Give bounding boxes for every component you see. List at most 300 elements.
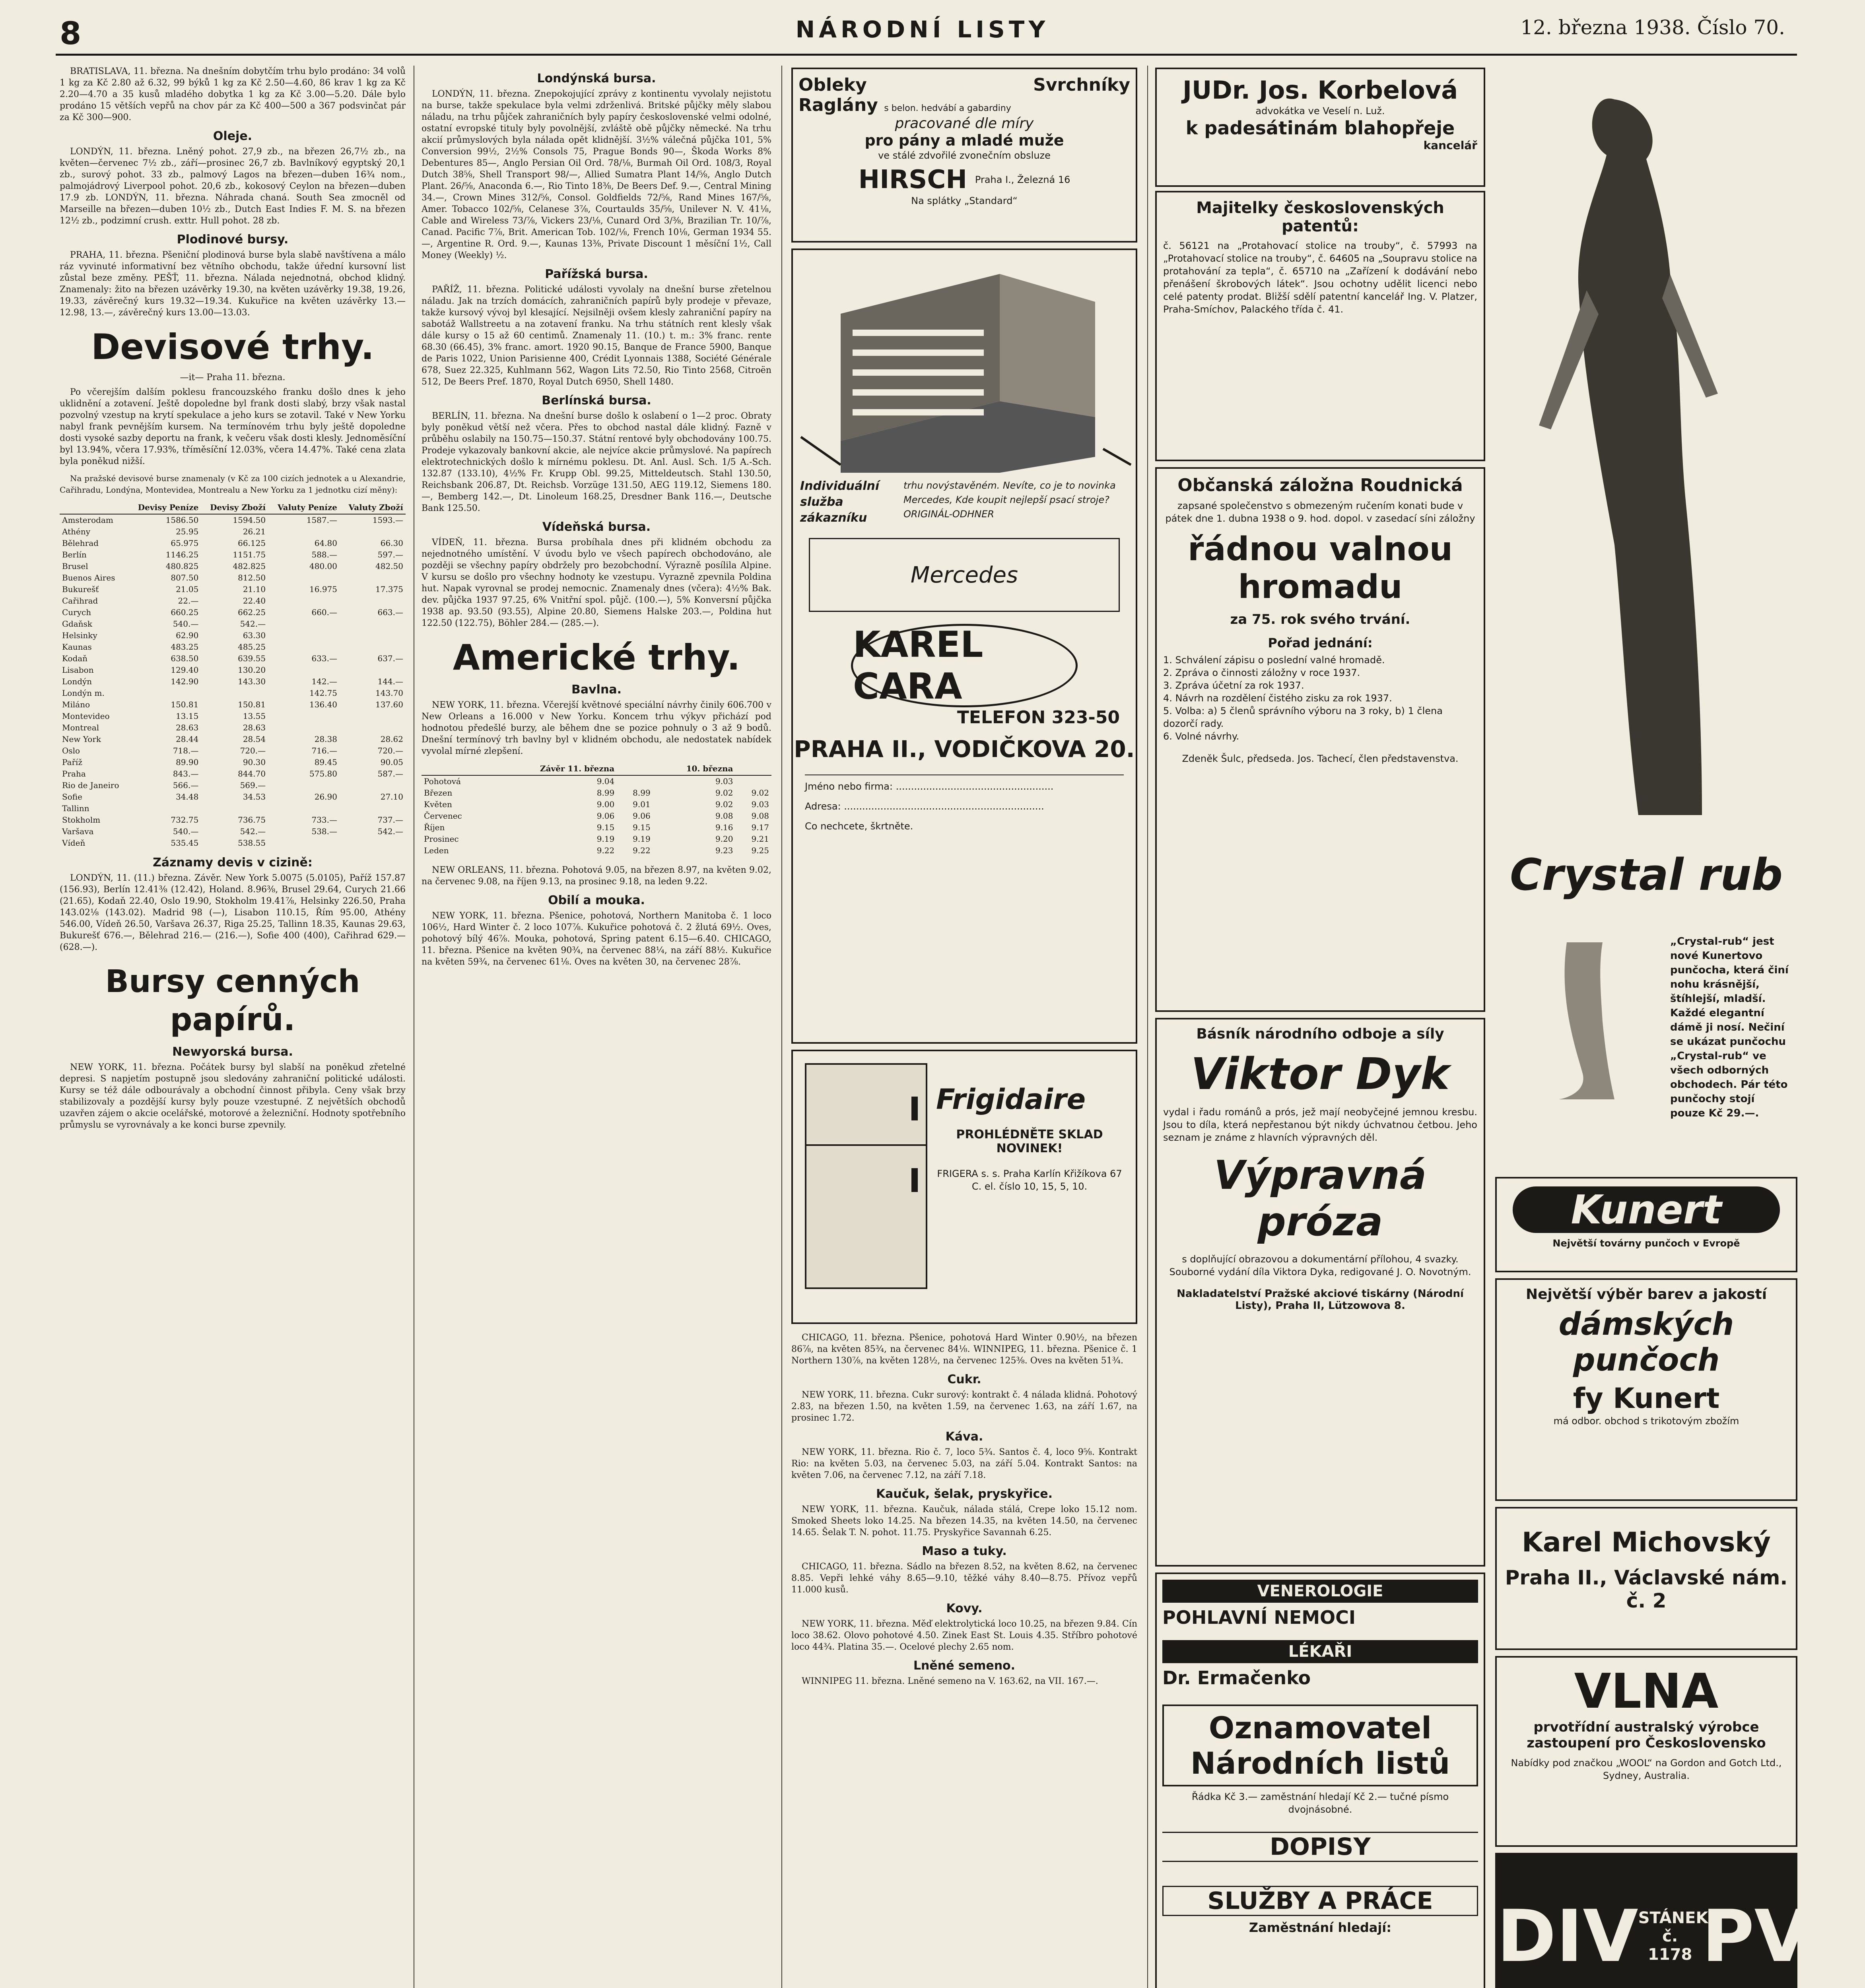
ad-obleky-line5: ve stálé zdvořilé zvonečním obsluze — [878, 150, 1051, 161]
ad-dyk-name: Viktor Dyk — [1191, 1048, 1450, 1099]
forex-row — [60, 526, 406, 538]
table-cell: 21.10 — [243, 584, 266, 594]
table-cell — [201, 803, 268, 814]
table-cell — [268, 572, 340, 584]
ad-patenty-text: č. 56121 na „Protahovací stolice na trouby“, č. 57993 na „Protahovací stolice na trouby“, č. 64605 na „Soupravu stolice na protahování za tepla“, č. 65710 na „Zařízení k dodávání nebo přenášení škrobových látek“. Jsou ochotny udělit licenci nebo celé patenty prodat. Bližší sdělí patentní kancelář Ing. V. Platzer, Praha-Smíchov, Palackého třída č. 41. — [1163, 240, 1477, 315]
table-cell — [340, 618, 406, 630]
table-cell: 144.— — [377, 677, 403, 686]
table-cell: 34.53 — [243, 792, 266, 802]
column-divider — [781, 66, 782, 1988]
table-cell: 1146.25 — [165, 550, 199, 559]
table-cell: Miláno — [62, 700, 90, 709]
table-cell: 733.— — [311, 815, 337, 825]
forex-heading: Devisové trhy. — [91, 326, 374, 367]
column-commodities — [791, 1332, 1137, 1988]
ad-obleky-line3: pracované dle míry — [895, 115, 1034, 132]
table-cell: 9.22 — [596, 846, 615, 855]
forex-row — [60, 676, 406, 687]
table-cell: Oslo — [62, 746, 80, 755]
woman-illustration — [1495, 68, 1797, 823]
table-cell: 575.80 — [309, 769, 337, 779]
table-cell: 9.08 — [715, 811, 733, 821]
ad-damsky-big: dámských punčoch — [1558, 1307, 1734, 1378]
table-cell: 637.— — [377, 654, 403, 663]
forex-row — [60, 803, 406, 814]
table-cell — [201, 687, 268, 699]
table-cell: 89.45 — [314, 757, 337, 767]
vienna-text: VÍDEŇ, 11. března. Bursa probíhala dnes při klidném obchodu za nejednotného umístění. V úvodu bylo ve všech papírech obchodováno, ale později se všechny papíry obdržely pro bezobchodní. Výrazně posílila Alpine. V kursu se došlo pro všechny hodnoty ke vzestupu. Vyrazně zpevnila Poldina hut. Napak vyrovnal se prodej nemocnic. Znamenaly dnes (včera): 4½% Bak. dev. půjčka 1937 97.25, 6% Vnitřní spol. půjč. (100.—), 5% Konversní půjčka 1938 ap. 93.50 (93.55), Alpine 20.80, Siemens Halske 203.—, Poldina hut 122.50 (122.75), Böhler 284.— (285.—). — [422, 538, 771, 628]
vienna-heading: Vídeňská bursa. — [542, 520, 651, 534]
berlin-heading: Berlínská bursa. — [542, 394, 651, 408]
classified-pohlavni: POHLAVNÍ NEMOCI — [1162, 1607, 1356, 1628]
table-cell: 28.54 — [243, 734, 266, 744]
table-cell: 1594.50 — [233, 515, 266, 525]
table-cell: 16.975 — [309, 584, 337, 594]
table-cell: 17.375 — [375, 584, 403, 594]
forex-row — [60, 814, 406, 826]
table-cell: 638.50 — [171, 654, 199, 663]
table-cell — [340, 711, 406, 722]
ad-zalozna-agenda-title: Pořad jednání: — [1268, 635, 1373, 650]
classified-zamestnani: Zaměstnání hledají: — [1249, 1920, 1392, 1935]
ad-obleky-footer: Na splátky „Standard“ — [911, 195, 1018, 206]
table-cell: 21.05 — [176, 584, 199, 594]
order-coupon: Jméno nebo firma: .................................................... Adresa: .................................................................. Co nechcete, škrtněte. — [805, 775, 1124, 833]
table-cell: Kodaň — [62, 654, 88, 663]
forex-row — [60, 711, 406, 722]
table-cell: 28.44 — [176, 734, 199, 744]
classified-venerologie: VENEROLOGIE — [1162, 1580, 1478, 1603]
ad-kunert — [1495, 1177, 1797, 1272]
column-exchanges — [422, 66, 771, 1988]
ad-dyk — [1155, 1018, 1485, 1567]
ad-zalozna-big: řádnou valnou hromadu — [1187, 530, 1453, 606]
cotton-row — [422, 845, 771, 856]
table-cell: 597.— — [377, 550, 403, 559]
table-cell: 542.— — [240, 619, 266, 629]
table-cell: 142.90 — [171, 677, 199, 686]
cotton-text: NEW YORK, 11. března. Včerejší květnové speciální návrhy činily 606.700 v New Orleans a 16.000 v New Yorku. Koncem trhu výkyv přichází pod hodnotou předešlé burzy, ale během dne se pozice pohnuly o 3 až 9 bodů. Dnešní termínový trh bavlny byl v klidném obchodu, ale nedostatek nabídek vyvolal mírné zlepšení. — [422, 700, 771, 756]
ad-kunert-brand: Kunert — [1513, 1186, 1780, 1233]
ad-div-right: PVV — [1702, 1895, 1865, 1978]
ad-vlna-text: prvotřídní australský výrobce zastoupení pro Československo — [1527, 1719, 1766, 1751]
forex-row — [60, 780, 406, 791]
classified-lekari: LÉKAŘI — [1162, 1640, 1478, 1663]
ad-div-mid: STÁNEK č. 1178 — [1638, 1909, 1708, 1964]
table-cell: 142.75 — [309, 688, 337, 698]
linseed-heading: Lněné semeno. — [913, 1659, 1016, 1673]
table-cell: 9.04 — [596, 777, 615, 786]
masthead-title: NÁRODNÍ LISTY — [795, 16, 1049, 43]
table-cell: 1586.50 — [165, 515, 199, 525]
table-cell — [268, 641, 340, 653]
table-cell: 34.48 — [176, 792, 199, 802]
table-cell — [268, 630, 340, 641]
ad-obleky — [791, 68, 1137, 243]
paris-heading: Pařížská bursa. — [545, 267, 648, 281]
table-cell: 66.30 — [380, 538, 403, 548]
table-cell: 63.30 — [243, 631, 266, 640]
ad-dyk-text2: s doplňující obrazovou a dokumentární přílohou, 4 svazky. Souborné vydání díla Viktora Dyka, redigované J. O. Novotným. — [1169, 1254, 1471, 1277]
cotton-row — [422, 787, 771, 799]
cotton-row — [422, 810, 771, 822]
ad-damsky-line3: má odbor. obchod s trikotovým zbožím — [1553, 1415, 1739, 1427]
stock-exchange-heading: Bursy cenných papírů. — [105, 964, 360, 1038]
table-cell: 542.— — [240, 827, 266, 836]
table-cell: 9.19 — [633, 834, 651, 844]
table-cell: 844.70 — [238, 769, 266, 779]
classified-sluzby: SLUŽBY A PRÁCE — [1162, 1886, 1478, 1916]
ad-mercedes — [791, 248, 1137, 1044]
ad-dyk-text: vydal i řadu románů a prós, jež mají neobyčejné jemnou kresbu. Jsou to díla, která nepřestanou být nikdy úchvatnou četbou. Jeho seznam je známe z hlavních výpravných děl. — [1163, 1107, 1477, 1143]
ad-frigidaire-line3: C. el. číslo 10, 15, 5, 10. — [971, 1181, 1088, 1192]
ad-damsky-line1: Největší výběr barev a jakostí — [1525, 1286, 1767, 1303]
table-cell: 150.81 — [238, 700, 266, 709]
grain-continued: CHICAGO, 11. března. Pšenice, pohotová Hard Winter 0.90½, na březen 86⅞, na květen 85¾, na červenec 84⅛. WINNIPEG, 11. března. Pšenice č. 1 Northern 130⅞, na květen 128½, na červenec 125⅜. Oves na květen 51¾. — [791, 1333, 1137, 1366]
table-header: Valuty Peníze — [268, 501, 340, 514]
oils-text: LONDÝN, 11. března. Lněný pohot. 27,9 zb., na březen 26,7½ zb., na květen—červenec 7½ zb., září—prosinec 26,7 zb. Bavlníkový egyptský 20,1 zb., surový pohot. 33 zb., palmový Lagos na březen—duben 16¾ nom., palmojádrový Liverpool pohot. 20,6 zb., kokosový Ceylon na březen—duben 17.9 zb. LONDÝN, 11. března. Náhrada chaná. South Sea zmocněl od Marseille na březen—duben 10½ zb., Dutch East Indies F. M. S. na březen 12½ zb., podzimní crush. exttr. Hull pohot. 28 zb. — [60, 147, 406, 226]
table-cell: Květen — [424, 800, 452, 809]
table-cell: 588.— — [311, 550, 337, 559]
ad-mercedes-telefon: TELEFON 323-50 — [957, 707, 1120, 728]
table-cell — [268, 664, 340, 676]
ad-obleky-shop: HIRSCH — [858, 165, 967, 194]
grain-heading: Obilí a mouka. — [548, 893, 645, 907]
table-cell: Červenec — [424, 811, 462, 821]
forex-row — [60, 664, 406, 676]
commodity-text: PRAHA, 11. března. Pšeniční plodinová burse byla slabě navštívena a málo ráz vyvinuté informativní bez větního obchodu, takže úřední kursovní list zůstal beze změny. PEŠŤ, 11. března. Nálada nejednotná, obchod klidný. Znamenaly: žito na březen uzávěrky 19.30, na květen uzávěrky 19.38, 19.26, 19.33, závěrečný kurs 19.32—19.34. Kukuřice na květen uzávěrky 13.—12.98, 13.—, závěrečný kurs 13.00—13.03. — [60, 250, 406, 318]
ad-vlna-text2: Nabídky pod značkou „WOOL“ na Gordon and Gotch Ltd., Sydney, Australia. — [1511, 1757, 1782, 1781]
table-header: 10. března — [653, 763, 736, 775]
table-cell — [268, 780, 340, 791]
sugar-text: NEW YORK, 11. března. Cukr surový: kontrakt č. 4 nálada klidná. Pohotový 2.83, na březen 1.50, na květen 1.59, na červenec 1.63, na září 1.67, na prosinec 1.72. — [791, 1390, 1137, 1423]
forex-row — [60, 572, 406, 584]
table-cell: 639.55 — [238, 654, 266, 663]
table-cell: Lisabon — [62, 665, 94, 675]
ad-mercedes-brand: KAREL CARA — [851, 624, 1078, 707]
newyork-text: NEW YORK, 11. března. Počátek bursy byl slabší na poněkud zřetelné depresi. S napjetím postupně jsou sledovány zahraniční politické události. Kursy se též dále odbourávaly a obchodní činnost přibyla. Ceny však brzy stabilizovaly a pozdější kursy byly pouze vzestupné. Z největších obchodů uzavřen zájem o akcie ocelářské, motorové a železniční. Hodnoty spotřebního průmyslu se vyrovnávaly a ke konci burse zpevnily. — [60, 1062, 406, 1130]
forex-row — [60, 584, 406, 595]
agenda-list — [1163, 654, 1477, 743]
table-cell: 89.90 — [176, 757, 199, 767]
ad-obleky-addr: Praha I., Železná 16 — [975, 174, 1070, 185]
table-cell: 485.25 — [238, 642, 266, 652]
forex-text: Po včerejším dalším poklesu francouzského franku došlo dnes k jeho uklidnění a zotavení. Ještě dopoledne byl frank dosti slabý, brzy však nastal pozvolný vzestup na krytí spekulace a jeho kurs se zotavil. Také v New Yorku nabyl frank pevnějším kursem. Na termínovém trhu byly ještě dopoledne dosti vysoké sazby deportu na frank, k večeru však dosti klesly. Jednoměsíční byl 13.94%, včera 17.93%, tříměsíční 12.03%, včera 14.47%. Také cena zlata byla poněkud nižší. — [60, 387, 406, 466]
table-cell — [268, 526, 340, 538]
table-cell: Montevideo — [62, 711, 110, 721]
table-cell: 9.17 — [751, 823, 769, 832]
table-cell: 1587.— — [306, 515, 337, 525]
table-cell — [340, 803, 406, 814]
cattle-market-text: BRATISLAVA, 11. března. Na dnešním dobytčím trhu bylo prodáno: 34 volů 1 kg za Kč 2.80 až 6.32, 99 býků 1 kg za Kč 2.50—4.60, 86 krav 1 kg za Kč 2.20—4.70 a 35 kusů mladého dobytka 1 kg za Kč 3.00—5.20. Dále bylo prodáno 15 větších vepřů na chov pár za Kč 400—500 a 367 podsvinčat pár za Kč 300—900. — [60, 66, 406, 122]
table-cell: Rio de Janeiro — [62, 780, 119, 790]
forex-row — [60, 699, 406, 711]
forex-byline: —it— Praha 11. března. — [180, 373, 286, 382]
table-cell: Amsterodam — [62, 515, 113, 525]
table-header: Závěr 11. března — [490, 763, 617, 775]
table-cell: Brusel — [62, 561, 88, 571]
table-cell: 26.90 — [314, 792, 337, 802]
classified-ermacenko: Dr. Ermačenko — [1162, 1667, 1311, 1689]
table-cell — [268, 803, 340, 814]
table-cell: Gdaňsk — [62, 619, 92, 629]
ad-michovsky-addr: Praha II., Václavské nám. č. 2 — [1505, 1566, 1788, 1612]
table-cell: Březen — [424, 788, 453, 798]
rubber-heading: Kaučuk, šelak, pryskyřice. — [876, 1487, 1053, 1501]
table-cell: 9.19 — [596, 834, 615, 844]
ad-michovsky-name: Karel Michovský — [1522, 1527, 1771, 1558]
table-cell: 482.50 — [375, 561, 403, 571]
cotton-table — [422, 763, 771, 856]
table-cell: 812.50 — [238, 573, 266, 582]
foreign-quotes-text: LONDÝN, 11. (11.) března. Závěr. New York 5.0075 (5.0105), Paříž 157.87 (156.93), Berlín 12.41⅜ (12.42), Holand. 8.96⅜, Brusel 29.64, Curych 21.66 (21.65), Kodaň 22.40, Oslo 19.90, Stokholm 19.41⅞, Helsinky 226.50, Praha 143.02⅛ (143.02). Madrid 98 (—), Lisabon 110.15, Řím 95.00, Athény 546.00, Vídeň 26.50, Varšava 26.37, Riga 25.25, Tallinn 18.35, Kaunas 29.63, Bukurešť 676.—, Bělehrad 216.— (216.—), Sofie 400 (400), Cařihrad 629.— (628.—). — [60, 873, 406, 952]
ad-zalozna-sign: Zdeněk Šulc, předseda. Jos. Tachecí, člen představenstva. — [1182, 753, 1459, 764]
table-cell: 720.— — [377, 746, 403, 755]
table-cell: Londýn — [62, 677, 92, 686]
table-cell: 64.80 — [314, 538, 337, 548]
ad-obleky-line2: s belon. hedvábí a gabardiny — [884, 103, 1011, 113]
ad-obleky-line1: Raglány — [798, 95, 878, 115]
table-cell: 8.99 — [596, 788, 615, 798]
table-cell: 1593.— — [372, 515, 403, 525]
table-cell: Bukurešť — [62, 584, 99, 594]
ad-mercedes-addr: PRAHA II., VODIČKOVA 20. — [794, 736, 1135, 763]
table-cell — [617, 775, 653, 787]
ad-zalozna-line1: zapsané společenstvo s obmezeným ručením konati bude v pátek dne 1. dubna 1938 o 9. hod. dopol. v zasedací síni záložny — [1165, 500, 1475, 524]
cotton-row — [422, 799, 771, 810]
table-cell: Berlín — [62, 550, 87, 559]
table-cell: Curych — [62, 608, 91, 617]
ad-frigidaire — [791, 1050, 1137, 1324]
table-header — [617, 763, 653, 775]
ad-obleky-title: Obleky — [798, 75, 867, 95]
meat-heading: Maso a tuky. — [922, 1544, 1007, 1558]
table-cell — [340, 780, 406, 791]
table-cell: 9.02 — [715, 800, 733, 809]
metals-heading: Kovy. — [946, 1602, 983, 1615]
table-cell — [736, 775, 772, 787]
table-cell: 143.30 — [238, 677, 266, 686]
classified-ads — [1155, 1573, 1485, 1988]
refrigerator-illustration — [805, 1063, 927, 1289]
table-cell: 143.70 — [375, 688, 403, 698]
agenda-item: 4. Návrh na rozdělení čistého zisku za rok 1937. — [1163, 693, 1392, 704]
table-cell — [268, 595, 340, 607]
newyork-heading: Newyorská bursa. — [172, 1045, 293, 1059]
forex-row — [60, 734, 406, 745]
table-cell: Helsinky — [62, 631, 97, 640]
table-cell: 65.975 — [171, 538, 199, 548]
table-cell — [268, 618, 340, 630]
table-cell: 1151.75 — [233, 550, 266, 559]
agenda-item: 1. Schválení zápisu o poslední valné hromadě. — [1163, 654, 1385, 666]
table-cell: 9.15 — [596, 823, 615, 832]
berlin-text: BERLÍN, 11. března. Na dnešní burse došlo k oslabení o 1—2 proc. Obraty byly poněkud větší než včera. Přes to obchod nastal dále klidný. Fazně v průběhu oslabily na 150.75—150.37. Státní rentové byly obchodovány 100.75. Prodeje vykazovaly bankovní akcie, ale nejvíce akcie průmyslové. Na papírech elektrotechnických došlo k mírnému poklesu. Dt. Anl. Ausl. Sch. 1/5 A.-Sch. 132.87 (133.10), 4½% Fr. Krupp Obl. 99.25, Mitteldeutsch. Stahl 130.50, Reichsbank 206.87, Dt. Reichsb. Vorzüge 131.50, AEG 119.12, Siemens 180.—, Bemberg 142.—, Dt. Linoleum 168.25, Dresdner Bank 116.—, Deutsche Bank 125.50. — [422, 411, 771, 513]
cotton-row — [422, 833, 771, 845]
ad-damsky-line2: fy Kunert — [1573, 1382, 1720, 1415]
ad-frigidaire-line2: FRIGERA s. s. Praha Karlín Křižíkova 67 — [937, 1168, 1122, 1179]
forex-row — [60, 757, 406, 768]
table-cell: 660.— — [311, 608, 337, 617]
table-cell: 150.81 — [171, 700, 199, 709]
table-cell: 9.22 — [633, 846, 651, 855]
table-cell — [128, 687, 201, 699]
table-cell: Montreal — [62, 723, 99, 732]
table-cell: 540.— — [173, 827, 199, 836]
ad-korbelova-line2: advokátka ve Veselí n. Luž. — [1255, 105, 1385, 116]
paris-text: PAŘÍŽ, 11. března. Politické události vyvolaly na dnešní burse zřetelnou náladu. Jak na trzích domácích, zahraničních papírů byly prodeje v převaze, takže kursový vývoj byl klesající. Nejsilněji ovšem klesly zahraniční papíry na sabotáž Wallstreetu a na zotavení franku. Na trhu státních rent klesly však dále kursy o 15 až 60 centimů. Znamenaly 11. (10.) t. m.: 3% franc. rente 68.30 (66.45), 3% franc. amort. 1920 90.15, Banque de France 5900, Banque de Paris 1022, Union Parisienne 400, Crédit Lyonnais 1388, Société Générale 678, Suez 22.325, Kuhlmann 562, Wagon Lits 72.50, Rio Tinto 2568, Citroën 512, De Beers Pref. 1870, Royal Dutch 6950, Shell 1480. — [422, 285, 771, 387]
table-cell: Cařihrad — [62, 596, 98, 606]
table-cell: 8.99 — [633, 788, 651, 798]
table-cell: 660.25 — [171, 608, 199, 617]
ad-zalozna-title: Občanská záložna Roudnická — [1177, 475, 1463, 495]
ad-michovsky — [1495, 1507, 1797, 1650]
table-header: Devisy Zboží — [201, 501, 268, 514]
ad-vlna — [1495, 1656, 1797, 1847]
linseed-text: WINNIPEG 11. března. Lněné semeno na V. 163.62, na VII. 167.—. — [802, 1676, 1098, 1686]
commodity-heading: Plodinové bursy. — [177, 233, 289, 247]
table-cell: 129.40 — [171, 665, 199, 675]
table-cell: 27.10 — [380, 792, 403, 802]
table-cell: 843.— — [173, 769, 199, 779]
table-cell: 807.50 — [171, 573, 199, 582]
ad-crystal-text: „Crystal-rub“ jest nové Kunertovo punčocha, která činí nohu krásnější, štíhlejší, mladší. Každé elegantní dámě ji nosí. Nečiní se ukázat punčochu „Crystal-rub“ ve všech odborných obchodech. Pár této punčochy stojí pouze Kč 29.—. — [1670, 936, 1789, 1119]
table-cell — [340, 722, 406, 734]
classified-dopisy: DOPISY — [1162, 1832, 1478, 1862]
table-cell: Varšava — [62, 827, 94, 836]
forex-row — [60, 768, 406, 780]
table-header — [60, 501, 128, 514]
table-cell: 130.20 — [238, 665, 266, 675]
agenda-item: 2. Zpráva o činnosti záložny v roce 1937. — [1163, 667, 1360, 678]
american-markets-heading: Americké trhy. — [453, 637, 740, 678]
ad-korbelova-line4: kancelář — [1423, 139, 1477, 152]
coffee-text: NEW YORK, 11. března. Rio č. 7, loco 5¾. Santos č. 4, loco 9⅝. Kontrakt Rio: na květen 5.03, na červenec 5.03, na září 5.04. Kontrakt Santos: na květen 7.06, na červenec 7.12, na září 7.18. — [791, 1447, 1137, 1480]
table-cell: 9.15 — [633, 823, 651, 832]
ad-zalozna — [1155, 467, 1485, 1012]
table-cell: 9.03 — [715, 777, 733, 786]
table-cell: 137.60 — [375, 700, 403, 709]
ad-patenty — [1155, 191, 1485, 461]
page-number: 8 — [60, 16, 82, 52]
forex-row — [60, 745, 406, 757]
table-cell: 737.— — [377, 815, 403, 825]
table-cell — [128, 803, 201, 814]
table-header: Devisy Peníze — [128, 501, 201, 514]
table-cell: 566.— — [173, 780, 199, 790]
ad-obleky-title2: Svrchníky — [1033, 75, 1130, 95]
ad-mercedes-title: Individuální služba zákazníku — [800, 479, 880, 525]
table-cell: Leden — [424, 846, 449, 855]
forex-row — [60, 514, 406, 526]
table-cell: 28.63 — [243, 723, 266, 732]
table-cell: 9.02 — [751, 788, 769, 798]
metals-text: NEW YORK, 11. března. Měď elektrolytická loco 10.25, na březen 9.84. Cín loco 38.62. Olovo pohotové 4.50. Zinek East St. Louis 4.35. Stříbro pohotové loco 44¾. Platina 35.—. Ocelové plechy 2.65 nom. — [791, 1619, 1137, 1652]
table-cell: Pohotová — [424, 777, 461, 786]
table-header — [422, 763, 490, 775]
table-cell — [340, 641, 406, 653]
ad-dyk-title2: Výpravná próza — [1214, 1152, 1427, 1245]
table-cell — [268, 711, 340, 722]
forex-table — [60, 501, 406, 849]
table-cell — [340, 595, 406, 607]
table-cell — [340, 837, 406, 849]
forex-row — [60, 630, 406, 641]
table-cell — [268, 837, 340, 849]
table-cell: 13.55 — [243, 711, 266, 721]
forex-row — [60, 837, 406, 849]
ad-crystal-name: Crystal rub — [1509, 849, 1783, 900]
table-cell: Londýn m. — [62, 688, 105, 698]
table-cell: 22.40 — [243, 596, 266, 606]
london-heading: Londýnská bursa. — [537, 72, 656, 85]
table-cell: 482.825 — [233, 561, 266, 571]
table-cell: 9.01 — [633, 800, 651, 809]
table-cell: 663.— — [377, 608, 403, 617]
forex-row — [60, 618, 406, 630]
table-cell: 716.— — [311, 746, 337, 755]
ad-kunert-tag: Největší továrny punčoch v Evropě — [1552, 1238, 1740, 1249]
table-cell — [340, 526, 406, 538]
ad-dyk-publisher: Nakladatelství Pražské akciové tiskárny (Národní Listy), Praha II, Lützowova 8. — [1177, 1288, 1464, 1312]
table-header: Valuty Zboží — [340, 501, 406, 514]
table-cell: 720.— — [240, 746, 266, 755]
table-cell: 26.21 — [243, 527, 266, 536]
table-cell: 662.25 — [238, 608, 266, 617]
table-cell: 9.06 — [596, 811, 615, 821]
table-cell: Athény — [62, 527, 91, 536]
table-cell — [340, 664, 406, 676]
forex-row — [60, 722, 406, 734]
table-cell: 66.125 — [238, 538, 266, 548]
table-cell: Kaunas — [62, 642, 92, 652]
table-cell: 9.20 — [715, 834, 733, 844]
foreign-quotes-heading: Záznamy devis v cizině: — [153, 856, 313, 870]
agenda-item: 6. Volné návrhy. — [1163, 731, 1239, 742]
classified-oznamovatel: Oznamovatel Národních listů — [1162, 1705, 1478, 1786]
table-cell: 9.08 — [751, 811, 769, 821]
table-cell: 538.— — [311, 827, 337, 836]
ad-frigidaire-title: Frigidaire — [936, 1083, 1086, 1116]
london-text: LONDÝN, 11. března. Znepokojující zprávy z kontinentu vyvolaly nejistotu na burse, takže spekulace byla velmi zdrženlivá. Britské půjčky měly slabou náladu, na trhu půjček zahraničních byly papíry československé velmi odolné, ostatní evropské tituly byly povolnější, zvláště obě půjčky německé. Na trhu akcií průmyslových byla nálada opět klidnější. 3½% válečná půjčka 101, 5% Conversion 99½, 2½% Consols 75, Prague Bonds 90—, Škoda Works 8% Debentures 85—, Anglo Persian Oil Ord. 78/⅛, Burmah Oil Ord. 108/3, Royal Dutch 38⅝, Shell Transport 98/—, Allied Sumatra Plant 14/⅝, Anglo Dutch Plant. 26/⅝, Anaconda 6.—, Rio Tinto 18⅜, De Beers Def. 9.—, Central Mining 34.—, Crown Mines 312/⅝, Consol. Goldfields 72/⅝, Rand Mines 167/⅝, Amer. Tobacco 102/⅝, Celanese 3⅞, Courtaulds 35/⅝, Unilever N. V. 41⅛, Cable and Wireless 73/⅞, Vickers 23/⅛, Cunard Ord 3/⅜, Brazilian Tr. 10/⅞, Canad. Pacific 7⅞, Brit. American Tob. 102/⅛, French 10⅛, German 1934 55.—, Argentine R. Ord. 9.—, Kaunas 13⅜, Private Discount 1 měsíční 1½, Call Money (Weekly) ½. — [422, 89, 771, 260]
cotton-row — [422, 775, 771, 787]
table-cell: 9.02 — [715, 788, 733, 798]
sugar-heading: Cukr. — [947, 1373, 981, 1386]
cotton-heading: Bavlna. — [571, 683, 622, 697]
agenda-item: 5. Volba: a) 5 členů správního výboru na 3 roky, b) 1 člena dozorčí rady. — [1163, 705, 1443, 729]
table-cell: 136.40 — [309, 700, 337, 709]
forex-row — [60, 653, 406, 664]
table-cell: 62.90 — [176, 631, 199, 640]
new-orleans-text: NEW ORLEANS, 11. března. Pohotová 9.05, na březen 8.97, na květen 9.02, na červenec 9.08, na říjen 9.13, na prosinec 9.18, na leden 9.22. — [422, 865, 771, 887]
forex-row — [60, 791, 406, 803]
ad-zalozna-line2: za 75. rok svého trvání. — [1230, 612, 1410, 627]
table-cell — [268, 722, 340, 734]
oils-heading: Oleje. — [213, 129, 253, 143]
table-cell: 28.38 — [314, 734, 337, 744]
forex-row — [60, 538, 406, 549]
table-cell: 587.— — [377, 769, 403, 779]
forex-row — [60, 595, 406, 607]
ad-patenty-title: Majitelky československých patentů: — [1196, 199, 1444, 235]
table-header — [736, 763, 772, 775]
table-cell: 142.— — [311, 677, 337, 686]
table-cell: Sofie — [62, 792, 82, 802]
meat-text: CHICAGO, 11. března. Sádlo na březen 8.52, na květen 8.62, na červenec 8.85. Vepři lehké váhy 8.65—9.10, těžké váhy 8.40—8.75. Přívoz vepřů 11.000 kusů. — [791, 1562, 1137, 1595]
classified-oznam-text: Řádka Kč 3.— zaměstnání hledají Kč 2.— tučné písmo dvojnásobné. — [1191, 1791, 1449, 1815]
table-cell: 569.— — [240, 780, 266, 790]
forex-row — [60, 607, 406, 618]
